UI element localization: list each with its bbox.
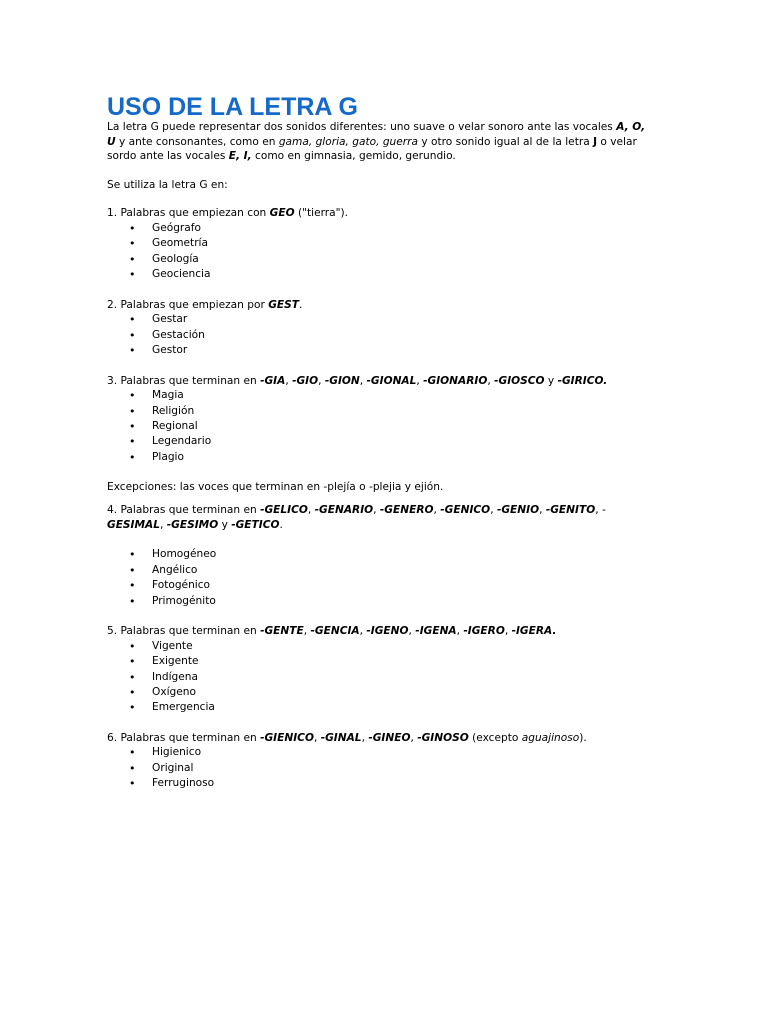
suffix: -GENIO [496,504,540,516]
section-6-text: 6. Palabras que terminan en [107,731,261,744]
section-2-heading [107,298,647,313]
section-6-text: ). [579,731,587,744]
list-item: • Primogénito [107,594,647,609]
section-3-heading: 3. Palabras que terminan en -GIA, -GIO, -GION, -GIONAL, -GIONARIO, -GIOSCO y -GIRICO. [107,374,608,387]
suffix: -GIO [292,374,319,387]
section-4-list [107,547,647,609]
suffix: -GIA [260,374,286,387]
list-item: • Magia [107,388,647,403]
list-item: • Emergencia [107,700,647,715]
suffix: -GIRICO. [557,374,608,387]
list-item: • Gestación [107,328,647,343]
list-item: • Angélico [107,563,647,578]
section-1-list [107,221,647,283]
intro-examples: gama, gloria, gato, guerra [278,135,418,148]
section-1-text: 1. Palabras que empiezan con [107,207,270,220]
suffix: -GENITO [545,504,596,516]
suffix: -GENTE [260,625,304,638]
suffix: -GESIMO [166,518,219,531]
list-item: • Vigente [107,639,647,654]
suffix: -IGERA. [511,625,557,638]
section-5-text: 5. Palabras que terminan en [107,625,261,638]
list-item: • Geociencia [107,267,647,282]
list-item: • Gestar [107,312,647,327]
intro-text: La letra G puede representar dos sonidos diferentes: uno suave o velar sonoro ante las vocales [107,121,617,133]
list-item: • Regional [107,419,647,434]
suffix: -GINAL [320,731,362,744]
section-2-list [107,312,647,358]
intro-text: y ante consonantes, como en [115,135,279,148]
list-item: • Fotogénico [107,578,647,593]
suffix: -GETICO [231,518,280,531]
section-4-text: y [218,518,232,531]
list-item: • Gestor [107,343,647,358]
list-item: • Legendario [107,434,647,449]
section-2-text: 2. Palabras que empiezan por [107,298,269,311]
section-2-key: GEST [268,298,299,311]
section-3-list [107,388,647,465]
suffix: -IGENA [415,625,457,638]
suffix: -GENICO [440,504,491,516]
section-4-text: . [279,518,283,531]
intro-text: y otro sonido igual al de la letra [418,135,594,148]
suffix: -IGERO [463,625,505,638]
intro-vowels-ao: A, O, [616,121,646,133]
list-item: • Indígena [107,670,647,685]
list-item: • Exigente [107,654,647,669]
section-3-text: y [544,374,558,387]
intro-text: como en gimnasia, gemido, gerundio. [251,150,456,163]
exception-word: aguajinoso [521,731,580,744]
list-item: • Higienico [107,745,647,760]
suffix: GESIMAL [107,518,160,531]
suffix: -GIONAL [366,374,417,387]
section-1-text: ("tierra"). [294,207,348,220]
section-5-heading: 5. Palabras que terminan en -GENTE, -GENCIA, -IGENO, -IGENA, -IGERO, -IGERA. [107,625,557,638]
suffix: -GENARIO [314,504,374,516]
list-item: • Geógrafo [107,221,647,236]
section-4-heading: 4. Palabras que terminan en -GELICO, -GENARIO, -GENERO, -GENICO, -GENIO, -GENITO, - GESIMAL, -GESIMO y -GETICO. [107,504,606,531]
section-5-list [107,639,647,716]
list-item: • Geometría [107,236,647,251]
intro-text: o velar sordo ante las vocales [107,135,637,163]
suffix: -GENERO [379,504,434,516]
section-6-text: (excepto [468,731,522,744]
page-title: USO DE LA LETRA G [107,93,358,121]
suffix: -GINEO [368,731,411,744]
list-item: • Original [107,761,647,776]
intro-vowel-u: U [107,135,116,148]
section-4-text: 4. Palabras que terminan en [107,504,261,516]
exceptions-note: Excepciones: las voces que terminan en -plejía o -plejia y ejión. [107,481,444,494]
suffix: -GION [324,374,360,387]
list-item: • Plagio [107,450,647,465]
list-item: • Geología [107,252,647,267]
intro-letter-j: J [593,135,598,148]
intro-paragraph [107,120,647,164]
section-6-heading: 6. Palabras que terminan en -GIENICO, -GINAL, -GINEO, -GINOSO (excepto aguajinoso). [107,731,587,744]
suffix: -GINOSO [417,731,469,744]
suffix: -GELICO [260,504,308,516]
list-item: • Homogéneo [107,547,647,562]
suffix: -GIONARIO [423,374,488,387]
uses-intro: Se utiliza la letra G en: [107,178,228,191]
section-6-list [107,745,647,791]
suffix: -IGENO [366,625,409,638]
list-item: • Oxígeno [107,685,647,700]
section-2-text: . [298,298,303,311]
list-item: • Religión [107,404,647,419]
intro-vowels-ei: E, I, [228,150,252,163]
suffix: -GIOSCO [494,374,545,387]
suffix: -GENCIA [310,625,360,638]
suffix: -GIENICO [260,731,314,744]
document-body [107,94,647,792]
list-item: • Ferruginoso [107,776,647,791]
section-3-text: 3. Palabras que terminan en [107,374,261,387]
section-1-key: GEO [269,207,295,220]
section-1-heading [107,206,647,221]
section-4-text: - [598,504,606,516]
